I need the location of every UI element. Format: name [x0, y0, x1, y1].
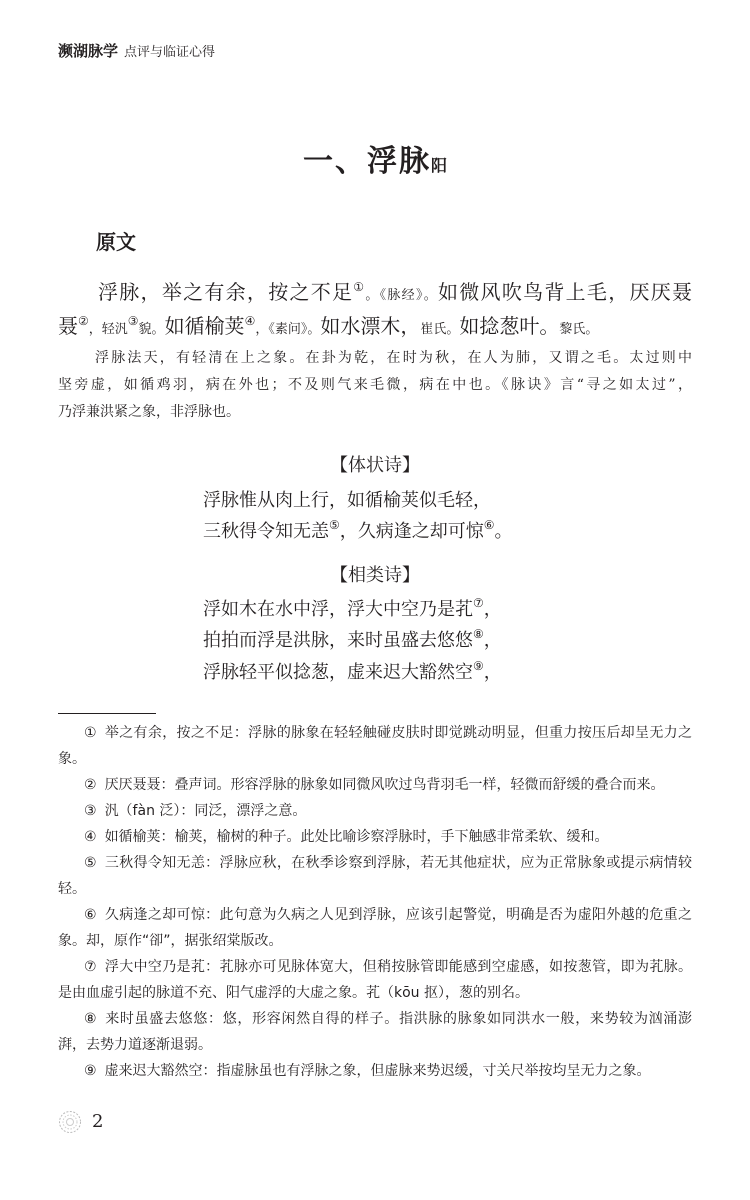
chapter-tag: 阳 [430, 156, 447, 175]
footnote-5 [58, 850, 692, 902]
commentary-line [58, 347, 692, 369]
source: 黎氏。 [559, 322, 599, 337]
footnote-ref[interactable]: ⑤ [329, 518, 340, 532]
footnote-ref[interactable]: ⑧ [473, 627, 484, 641]
footnote-4 [58, 824, 692, 850]
poem-line [203, 628, 502, 654]
chapter-title-text: 一、浮脉 [302, 144, 431, 179]
text: 如水漂木， [320, 314, 421, 338]
source: 。《脉经》。 [365, 288, 438, 303]
footnote-text: 如循榆荚：榆荚，榆树的种子。此处比喻诊察浮脉时，手下触感非常柔软、缓和。 [104, 829, 609, 845]
poem-heading: 【体状诗】 [330, 455, 420, 476]
text: 。 [494, 521, 513, 542]
footnote-number: ② [84, 777, 97, 793]
text: 三秋得令知无恙 [203, 521, 329, 542]
footnotes [58, 720, 692, 1084]
footnote-number: ⑥ [84, 907, 97, 923]
text: 浮如木在水中浮，浮大中空乃是芤 [203, 599, 473, 620]
text: 浮脉惟从肉上行，如循榆荚似毛轻， [203, 490, 491, 511]
footnote-number: ⑧ [84, 1011, 98, 1027]
text: ， [483, 630, 502, 651]
footnote-9 [58, 1058, 692, 1084]
footnote-ref[interactable]: ④ [244, 314, 256, 328]
footnote-number: ④ [84, 829, 97, 845]
book-subtitle: 点评与临证心得 [124, 45, 216, 60]
text: 如捻葱叶。 [459, 314, 560, 338]
footnote-text: 浮大中空乃是芤：芤脉亦可见脉体宽大，但稍按脉管即能感到空虚感，如按葱管，即为芤脉。是由血虚引起的脉道不充、阳气虚浮的大虚之象。芤（kōu 抠），葱的别名。 [58, 959, 692, 1001]
ornament-icon [58, 1110, 82, 1134]
original-line-1 [58, 278, 692, 310]
footnote-number: ⑤ [84, 855, 97, 871]
text: ，轻汎 [88, 322, 128, 337]
footnote-7 [58, 954, 692, 1006]
text: 貌。 [138, 322, 165, 337]
footnote-ref[interactable]: ① [353, 280, 366, 294]
text: ， [483, 662, 502, 683]
text: 浮脉，举之有余，按之不足 [98, 280, 354, 304]
footnote-ref[interactable]: ② [78, 314, 89, 328]
text: 聂 [58, 314, 78, 338]
footnote-text: 三秋得令知无恙：浮脉应秋，在秋季诊察到浮脉，若无其他症状，应为正常脉象或提示病情较轻。 [58, 855, 692, 897]
poem-line [203, 597, 502, 623]
footnote-1 [58, 720, 692, 772]
text: ， [483, 599, 502, 620]
footnote-number: ⑦ [84, 959, 97, 975]
text: 拍拍而浮是洪脉，来时虽盛去悠悠 [203, 630, 473, 651]
footnote-number: ③ [84, 803, 97, 819]
footnote-text: 久病逢之却可惊：此句意为久病之人见到浮脉，应该引起警觉，明确是否为虚阳外越的危重之象。却，原作“卻”，据张绍棠版改。 [58, 907, 692, 949]
page-footer [58, 1110, 103, 1134]
footnote-text: 厌厌聂聂：叠声词。形容浮脉的脉象如同微风吹过鸟背羽毛一样，轻微而舒缓的叠合而来。 [104, 777, 665, 793]
footnote-2 [58, 772, 692, 798]
text: 如微风吹鸟背上毛，厌厌聂 [438, 280, 693, 304]
text: 浮脉轻平似捻葱，虚来迟大豁然空 [203, 662, 473, 683]
commentary-line: 坚旁虚，如循鸡羽，病在外也；不及则气来毛微，病在中也。《脉诀》言“寻之如太过”， [58, 377, 692, 393]
text: ，久病逢之却可惊 [339, 521, 484, 542]
footnote-ref[interactable]: ③ [127, 314, 139, 328]
footnote-text: 虚来迟大豁然空：指虚脉虽也有浮脉之象，但虚脉来势迟缓，寸关尺举按均呈无力之象。 [104, 1063, 651, 1079]
section-heading: 原文 [96, 230, 136, 254]
poem-line [203, 660, 502, 686]
footnote-text: 来时虽盛去悠悠：悠，形容闲然自得的样子。指洪脉的脉象如同洪水一般，来势较为汹涌澎湃，去势力道逐渐退弱。 [58, 1011, 692, 1053]
poem-line [203, 488, 491, 514]
commentary-line: 乃浮兼洪紧之象，非浮脉也。 [58, 404, 240, 420]
footnote-ref[interactable]: ⑨ [473, 659, 484, 673]
footnote-6 [58, 902, 692, 954]
footnote-text: 举之有余，按之不足：浮脉的脉象在轻轻触碰皮肤时即觉跳动明显，但重力按压后却呈无力之象。 [58, 725, 692, 767]
footnote-8 [58, 1006, 692, 1058]
running-header [58, 40, 215, 64]
poem-heading: 【相类诗】 [330, 565, 420, 586]
footnote-3 [58, 798, 692, 824]
footnote-number: ① [84, 725, 97, 741]
chapter-title [0, 142, 750, 186]
page-number: 2 [92, 1111, 104, 1132]
source: 崔氏。 [420, 322, 460, 337]
footnote-ref[interactable]: ⑥ [483, 518, 495, 532]
footnote-ref[interactable]: ⑦ [473, 596, 484, 610]
footnote-text: 汎（fàn 泛）：同泛，漂浮之意。 [104, 803, 307, 819]
footnote-number: ⑨ [84, 1063, 97, 1079]
poem-line [203, 519, 513, 545]
commentary-text: 浮脉法天，有轻清在上之象。在卦为乾，在时为秋，在人为肺，又谓之毛。太过则中 [95, 350, 692, 366]
original-line-2 [58, 312, 692, 344]
footnote-divider [58, 713, 156, 714]
source: ，《素问》。 [255, 322, 321, 337]
book-title: 濒湖脉学 [58, 42, 119, 60]
text: 如循榆荚 [164, 314, 245, 338]
